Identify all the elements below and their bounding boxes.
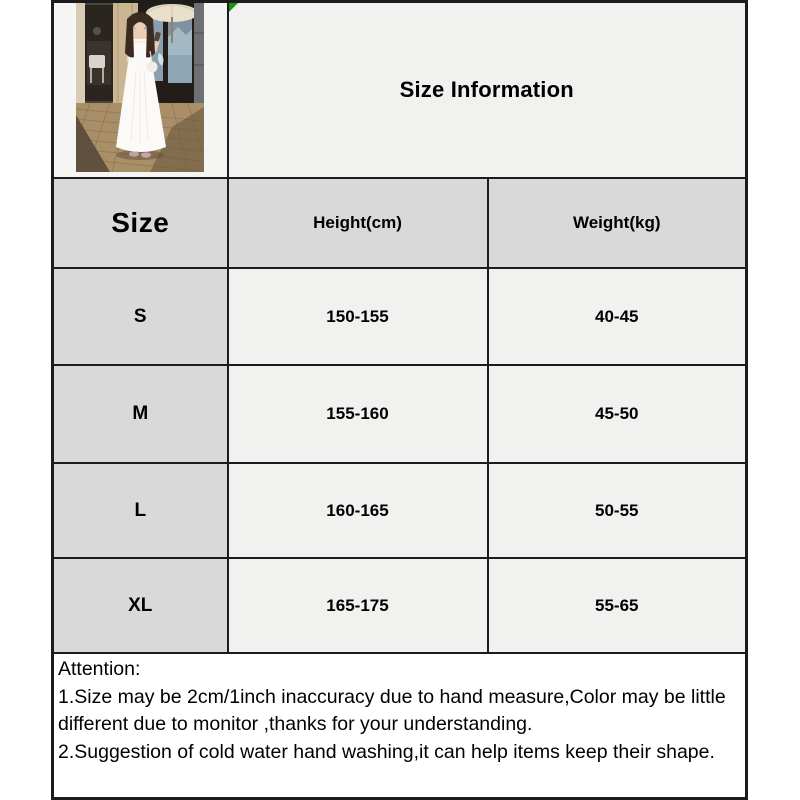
attention-line: 1.Size may be 2cm/1inch inaccuracy due to hand measure,Color may be little xyxy=(58,685,726,708)
product-photo-model-white-dress xyxy=(76,3,204,172)
weight-value: 55-65 xyxy=(488,558,747,653)
size-value: L xyxy=(53,463,228,558)
weight-value: 45-50 xyxy=(488,365,747,463)
size-information-table xyxy=(51,0,748,800)
attention-line: 2.Suggestion of cold water hand washing,it can help items keep their shape. xyxy=(58,740,715,763)
green-corner-flag-icon xyxy=(229,3,238,12)
height-value: 150-155 xyxy=(228,268,488,365)
table-row-m xyxy=(53,365,747,463)
table-row-s xyxy=(53,268,747,365)
attention-line: different due to monitor ,thanks for your understanding. xyxy=(58,713,533,735)
attention-heading: Attention: xyxy=(58,658,141,680)
size-value: XL xyxy=(53,558,228,653)
table-row-xl xyxy=(53,558,747,653)
size-value: S xyxy=(53,268,228,365)
product-photo-cell xyxy=(53,2,228,179)
column-header-height: Height(cm) xyxy=(228,178,488,268)
height-value: 155-160 xyxy=(228,365,488,463)
column-header-weight: Weight(kg) xyxy=(488,178,747,268)
column-header-size: Size xyxy=(53,178,228,268)
size-information-title-cell xyxy=(228,2,747,179)
height-value: 165-175 xyxy=(228,558,488,653)
attention-note-cell xyxy=(53,653,747,798)
size-value: M xyxy=(53,365,228,463)
height-value: 160-165 xyxy=(228,463,488,558)
weight-value: 50-55 xyxy=(488,463,747,558)
table-row-l xyxy=(53,463,747,558)
page-title: Size Information xyxy=(399,77,574,102)
weight-value: 40-45 xyxy=(488,268,747,365)
